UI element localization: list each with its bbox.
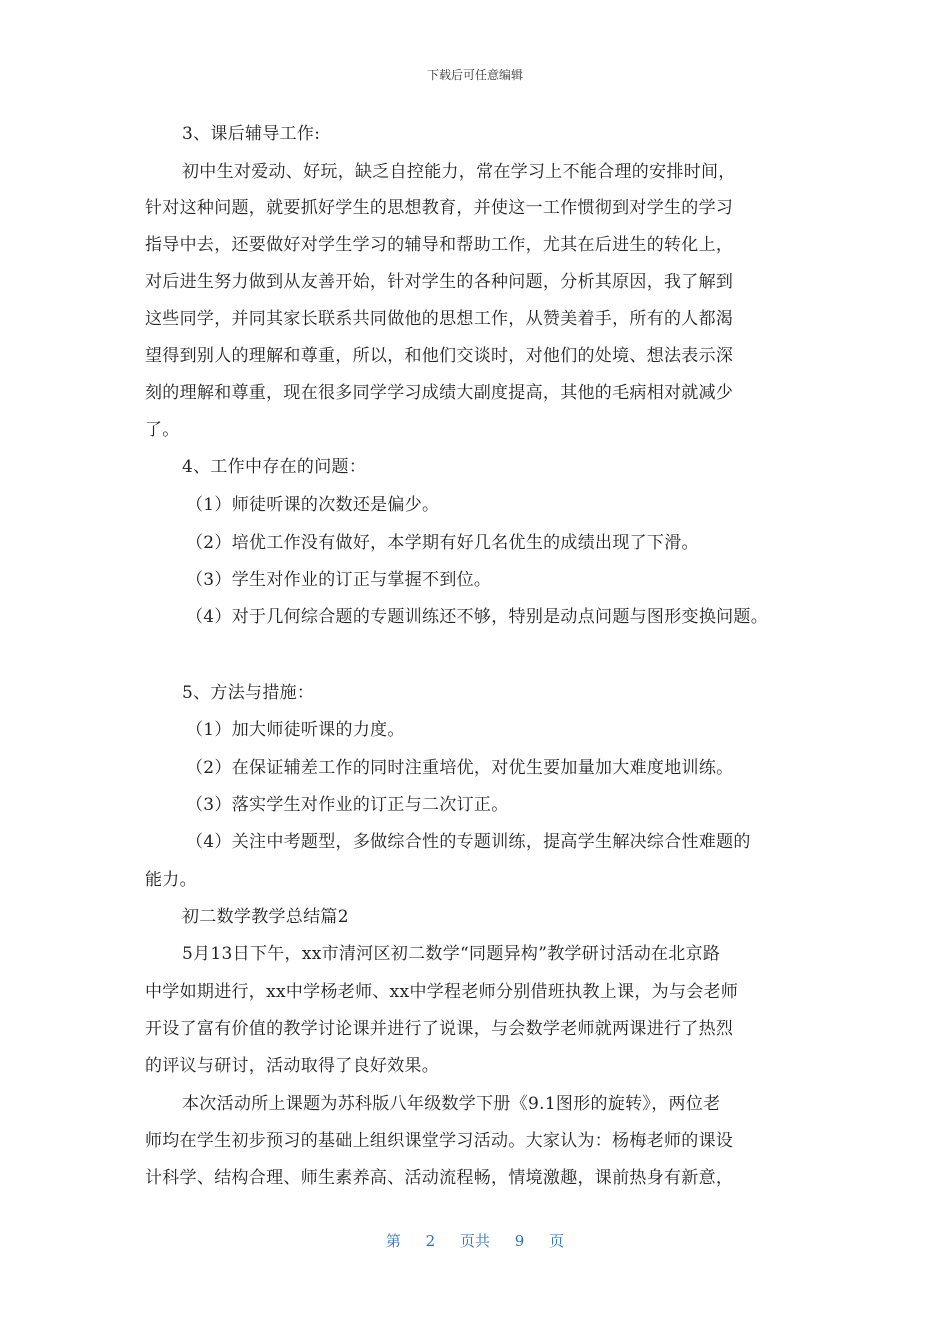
footer-suffix: 页: [549, 1232, 565, 1250]
footer-page-number: 2: [425, 1232, 436, 1250]
section-heading-methods: 5、方法与措施：: [182, 683, 315, 703]
paragraph-line: 对后进生努力做到从友善开始，针对学生的各种问题，分析其原因，我了解到: [145, 272, 734, 292]
article-title: 初二数学教学总结篇2: [182, 907, 349, 927]
page-footer: [0, 1230, 950, 1251]
footer-middle: 页共: [459, 1232, 490, 1250]
section-heading-problems: 4、工作中存在的问题：: [182, 457, 367, 477]
list-item: （1）加大师徒听课的力度。: [186, 720, 405, 740]
section-heading-after-class-tutoring: 3、课后辅导工作:: [182, 124, 321, 144]
paragraph-line: 指导中去，还要做好对学生学习的辅导和帮助工作，尤其在后进生的转化上，: [145, 235, 734, 255]
list-item: （2）在保证辅差工作的同时注重培优，对优生要加量加大难度地训练。: [186, 758, 734, 778]
paragraph-line: 刻的理解和尊重，现在很多同学学习成绩大副度提高，其他的毛病相对就减少: [145, 383, 734, 403]
paragraph-line: 了。: [145, 420, 180, 440]
paragraph-line: 初中生对爱动、好玩，缺乏自控能力，常在学习上不能合理的安排时间，: [182, 162, 736, 182]
page-header: 下载后可任意编辑: [426, 68, 523, 82]
paragraph-line: 中学如期进行，xx中学杨老师、xx中学程老师分别借班执教上课，为与会老师: [145, 982, 739, 1002]
list-item: （3）落实学生对作业的订正与二次订正。: [186, 795, 509, 815]
paragraph-line: 5月13日下午，xx市清河区初二数学“同题异构”教学研讨活动在北京路: [182, 944, 721, 964]
paragraph-line: 针对这种问题，就要抓好学生的思想教育，并使这一工作惯彻到对学生的学习: [145, 198, 734, 218]
paragraph-line: 这些同学，并同其家长联系共同做他的思想工作，从赞美着手，所有的人都渴: [145, 309, 734, 329]
paragraph-line: 师均在学生初步预习的基础上组织课堂学习活动。大家认为：杨梅老师的课设: [145, 1131, 734, 1151]
paragraph-line: 开设了富有价值的教学讨论课并进行了说课，与会数学老师就两课进行了热烈: [145, 1019, 734, 1039]
list-item: （3）学生对作业的订正与掌握不到位。: [186, 570, 492, 590]
list-item-continuation: 能力。: [145, 870, 197, 890]
list-item: （1）师徒听课的次数还是偏少。: [186, 495, 440, 515]
list-item: （2）培优工作没有做好，本学期有好几名优生的成绩出现了下滑。: [186, 533, 699, 553]
footer-prefix: 第: [385, 1232, 401, 1250]
list-item: （4）对于几何综合题的专题训练还不够，特别是动点问题与图形变换问题。: [186, 607, 769, 627]
list-item: （4）关注中考题型，多做综合性的专题训练，提高学生解决综合性难题的: [186, 832, 751, 852]
footer-total-pages: 9: [514, 1232, 525, 1250]
paragraph-line: 的评议与研讨，活动取得了良好效果。: [145, 1056, 440, 1076]
paragraph-line: 本次活动所上课题为苏科版八年级数学下册《9.1图形的旋转》，两位老: [182, 1094, 721, 1114]
paragraph-line: 望得到别人的理解和尊重，所以，和他们交谈时，对他们的处境、想法表示深: [145, 346, 734, 366]
paragraph-line: 计科学、结构合理、师生素养高、活动流程畅，情境激趣，课前热身有新意，: [145, 1168, 734, 1188]
